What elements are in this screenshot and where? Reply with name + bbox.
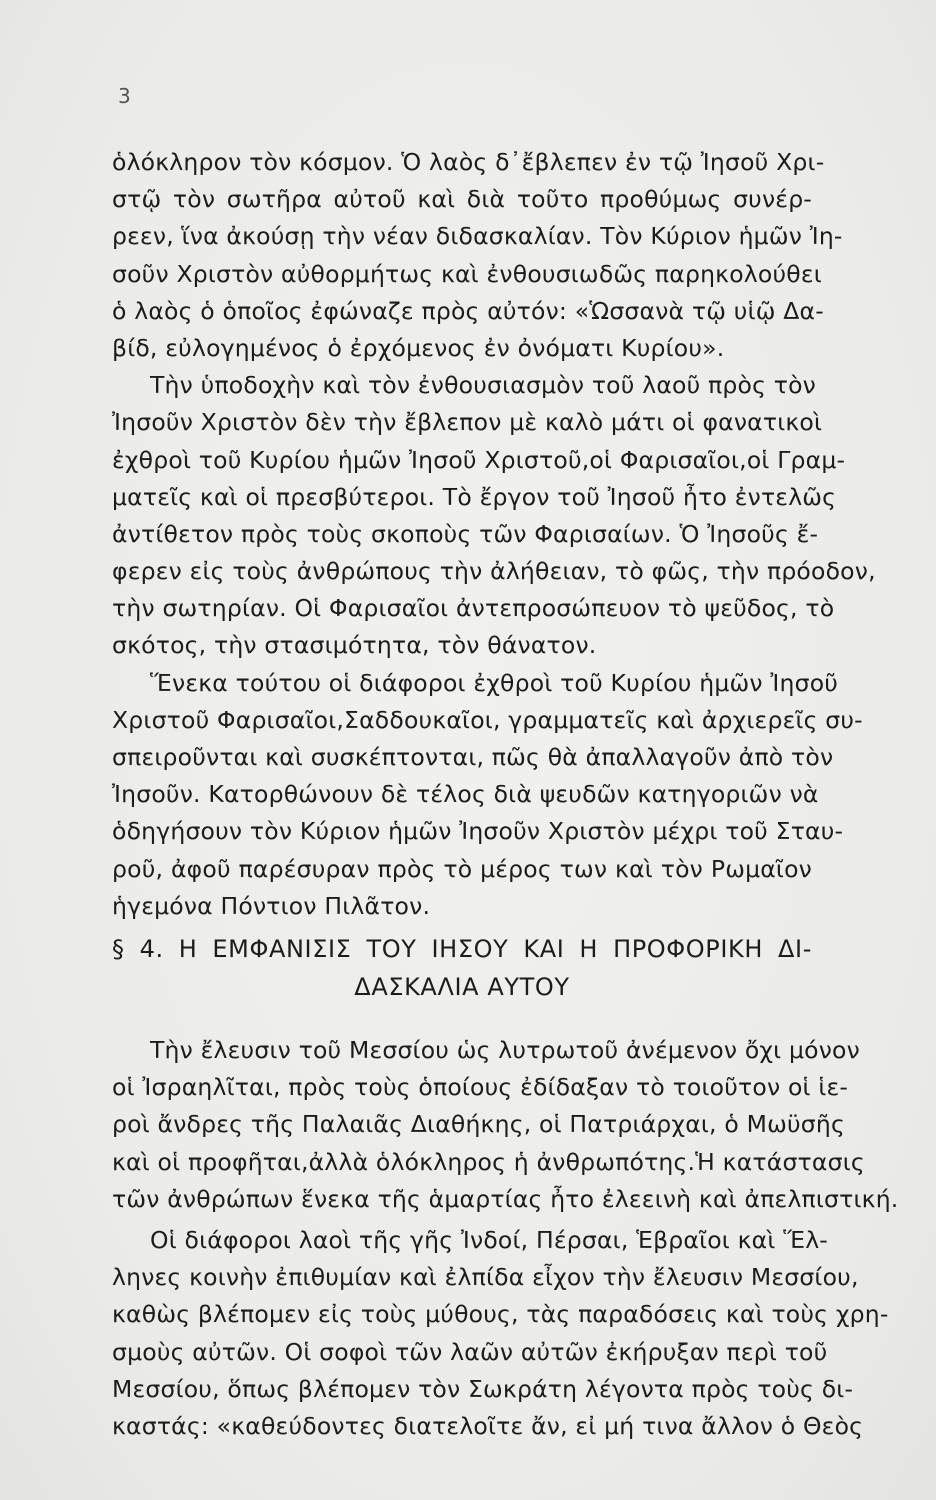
paragraph-3 xyxy=(112,665,839,702)
text-line: βίδ, εὐλογημένος ὁ ἐρχόμενος ἐν ὀνόματι Κυρίου». xyxy=(112,333,725,362)
text-line: οἱ Ἰσραηλῖται, πρὸς τοὺς ὁποίους ἐδίδαξαν τὸ τοιοῦτον οἱ ἱε- xyxy=(112,1073,849,1102)
text-line: Οἱ διάφοροι λαοὶ τῆς γῆς Ἰνδοί, Πέρσαι, Ἑβραῖοι καὶ Ἕλ- xyxy=(150,1225,828,1254)
text-line: σοῦν Χριστὸν αὐθορμήτως καὶ ἐνθουσιωδῶς παρηκολούθει xyxy=(112,259,822,288)
text-line: ματεῖς καὶ οἱ πρεσβύτεροι. Τὸ ἔργον τοῦ Ἰησοῦ ἦτο ἐντελῶς xyxy=(112,482,837,511)
text-line: ὁλόκληρον τὸν κόσμον. Ὁ λαὸς δ᾽ἔβλεπεν ἐν τῷ Ἰησοῦ Χρι- xyxy=(112,148,825,176)
text-line: σκότος, τὴν στασιμότητα, τὸν θάνατον. xyxy=(112,631,597,660)
text-line: τῶν ἀνθρώπων ἕνεκα τῆς ἁμαρτίας ἦτο ἐλεεινὴ καὶ ἀπελπιστική. xyxy=(112,1184,899,1213)
text-line: τὴν σωτηρίαν. Οἱ Φαρισαῖοι ἀντεπροσώπευον τὸ ψεῦδος, τὸ xyxy=(112,594,835,623)
paragraph-3-continued xyxy=(112,702,863,925)
text-line: ἐχθροὶ τοῦ Κυρίου ἡμῶν Ἰησοῦ Χριστοῦ,οἱ Φαρισαῖοι,οἱ Γραμ- xyxy=(112,445,846,474)
text-line: ροῦ, ἀφοῦ παρέσυραν πρὸς τὸ μέρος των καὶ τὸν Ρωμαῖον xyxy=(112,854,812,883)
text-line: σμοὺς αὐτῶν. Οἱ σοφοὶ τῶν λαῶν αὐτῶν ἐκήρυξαν περὶ τοῦ xyxy=(112,1337,828,1366)
text-line: ὁδηγήσουν τὸν Κύριον ἡμῶν Ἰησοῦν Χριστὸν μέχρι τοῦ Σταυ- xyxy=(112,817,844,846)
paragraph-4 xyxy=(112,1032,860,1069)
text-line: Τὴν ἔλευσιν τοῦ Μεσσίου ὡς λυτρωτοῦ ἀνέμενον ὄχι μόνον xyxy=(150,1036,860,1064)
text-line: ληνες κοινὴν ἐπιθυμίαν καὶ ἐλπίδα εἶχον τὴν ἔλευσιν Μεσσίου, xyxy=(112,1263,859,1292)
body-text-top xyxy=(112,144,876,925)
text-line: Χριστοῦ Φαρισαῖοι,Σαδδουκαῖοι, γραμματεῖς καὶ ἀρχιερεῖς συ- xyxy=(112,705,863,734)
text-line: στῷ τὸν σωτῆρα αὐτοῦ καὶ διὰ τοῦτο προθύμως συνέρ- xyxy=(112,185,812,214)
section-heading xyxy=(112,930,812,1006)
paragraph-2-continued xyxy=(112,404,876,664)
text-line: Ἕνεκα τούτου οἱ διάφοροι ἐχθροὶ τοῦ Κυρίου ἡμῶν Ἰησοῦ xyxy=(150,668,839,697)
text-line: καστάς: «καθεύδοντες διατελοῖτε ἄν, εἰ μή τινα ἄλλον ὁ Θεὸς xyxy=(112,1411,864,1440)
text-line: ὁ λαὸς ὁ ὁποῖος ἐφώναζε πρὸς αὐτόν: «Ὡσσανὰ τῷ υἱῷ Δα- xyxy=(112,296,824,325)
text-line: ἀντίθετον πρὸς τοὺς σκοποὺς τῶν Φαρισαίων. Ὁ Ἰησοῦς ἔ- xyxy=(112,519,819,548)
paragraph-4-continued xyxy=(112,1069,899,1218)
text-line: φερεν εἰς τοὺς ἀνθρώπους τὴν ἀλήθειαν, τὸ φῶς, τὴν πρόοδον, xyxy=(112,557,876,586)
page-number: 3 xyxy=(118,84,131,108)
heading-line-1: § 4. Η ΕΜΦΑΝΙΣΙΣ ΤΟΥ ΙΗΣΟΥ ΚΑΙ Η ΠΡΟΦΟΡΙΚΗ ΔΙ- xyxy=(112,935,812,963)
text-line: Τὴν ὑποδοχὴν καὶ τὸν ἐνθουσιασμὸν τοῦ λαοῦ πρὸς τὸν xyxy=(150,371,817,400)
paragraph-1 xyxy=(112,144,843,367)
paragraph-5 xyxy=(112,1222,828,1259)
heading-line-2: ΔΑΣΚΑΛΙΑ ΑΥΤΟΥ xyxy=(354,973,570,1001)
text-line: ροὶ ἄνδρες τῆς Παλαιᾶς Διαθήκης, οἱ Πατριάρχαι, ὁ Μωϋσῆς xyxy=(112,1110,845,1139)
text-line: Ἰησοῦν. Κατορθώνουν δὲ τέλος διὰ ψευδῶν κατηγοριῶν νὰ xyxy=(112,780,819,809)
body-text-bottom xyxy=(112,1032,899,1445)
text-line: καθὼς βλέπομεν εἰς τοὺς μύθους, τὰς παραδόσεις καὶ τοὺς χρη- xyxy=(112,1300,889,1329)
text-line: ἡγεμόνα Πόντιον Πιλᾶτον. xyxy=(112,891,431,920)
paragraph-5-continued xyxy=(112,1259,889,1445)
paragraph-2 xyxy=(112,367,817,404)
text-line: Ἰησοῦν Χριστὸν δὲν τὴν ἔβλεπον μὲ καλὸ μάτι οἱ φανατικοὶ xyxy=(112,408,823,437)
text-line: ρεεν, ἵνα ἀκούσῃ τὴν νέαν διδασκαλίαν. Τὸν Κύριον ἡμῶν Ἰη- xyxy=(112,222,843,251)
text-line: καὶ οἱ προφῆται,ἀλλὰ ὁλόκληρος ἡ ἀνθρωπότης.Ἡ κατάστασις xyxy=(112,1147,865,1176)
text-line: Μεσσίου, ὅπως βλέπομεν τὸν Σωκράτη λέγοντα πρὸς τοὺς δι- xyxy=(112,1374,854,1403)
text-line: σπειροῦνται καὶ συσκέπτονται, πῶς θὰ ἀπαλλαγοῦν ἀπὸ τὸν xyxy=(112,743,834,771)
